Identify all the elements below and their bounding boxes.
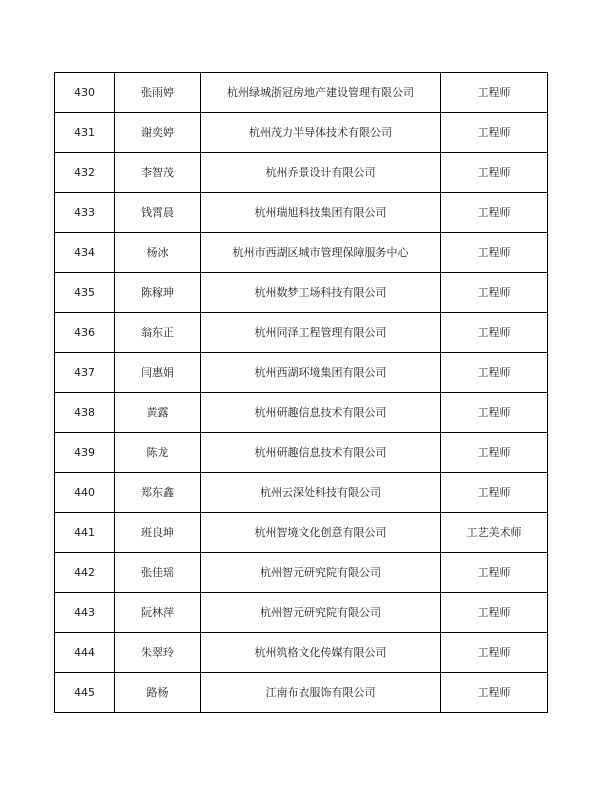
- organization: 杭州智境文化创意有限公司: [201, 513, 441, 553]
- organization: 杭州茂力半导体技术有限公司: [201, 113, 441, 153]
- professional-title: 工程师: [441, 73, 548, 113]
- organization: 杭州市西湖区城市管理保障服务中心: [201, 233, 441, 273]
- person-name: 郑东鑫: [115, 473, 201, 513]
- table-row: [55, 233, 548, 273]
- table-row: [55, 513, 548, 553]
- row-number: 443: [55, 593, 115, 633]
- row-number: 435: [55, 273, 115, 313]
- row-number: 432: [55, 153, 115, 193]
- row-number: 436: [55, 313, 115, 353]
- person-name: 朱翠玲: [115, 633, 201, 673]
- professional-title: 工程师: [441, 313, 548, 353]
- person-name: 钱霄晨: [115, 193, 201, 233]
- row-number: 439: [55, 433, 115, 473]
- professional-title: 工程师: [441, 273, 548, 313]
- person-name: 陈稼珅: [115, 273, 201, 313]
- organization: 杭州绿城浙冠房地产建设管理有限公司: [201, 73, 441, 113]
- organization: 杭州数梦工场科技有限公司: [201, 273, 441, 313]
- organization: 杭州乔景设计有限公司: [201, 153, 441, 193]
- roster-table: [54, 72, 548, 713]
- person-name: 翁东正: [115, 313, 201, 353]
- table-row: [55, 593, 548, 633]
- table-row: [55, 313, 548, 353]
- table-row: [55, 153, 548, 193]
- row-number: 442: [55, 553, 115, 593]
- professional-title: 工程师: [441, 113, 548, 153]
- row-number: 441: [55, 513, 115, 553]
- table-row: [55, 473, 548, 513]
- roster-table-body: [55, 73, 548, 713]
- row-number: 440: [55, 473, 115, 513]
- table-row: [55, 113, 548, 153]
- organization: 杭州研趣信息技术有限公司: [201, 393, 441, 433]
- professional-title: 工程师: [441, 393, 548, 433]
- organization: 杭州瑞旭科技集团有限公司: [201, 193, 441, 233]
- person-name: 张雨婷: [115, 73, 201, 113]
- table-row: [55, 633, 548, 673]
- person-name: 闫惠娟: [115, 353, 201, 393]
- person-name: 班良坤: [115, 513, 201, 553]
- row-number: 438: [55, 393, 115, 433]
- table-row: [55, 73, 548, 113]
- row-number: 431: [55, 113, 115, 153]
- professional-title: 工程师: [441, 633, 548, 673]
- professional-title: 工程师: [441, 233, 548, 273]
- row-number: 444: [55, 633, 115, 673]
- professional-title: 工程师: [441, 433, 548, 473]
- table-row: [55, 553, 548, 593]
- organization: 杭州筑格文化传媒有限公司: [201, 633, 441, 673]
- organization: 杭州同泽工程管理有限公司: [201, 313, 441, 353]
- table-row: [55, 273, 548, 313]
- row-number: 433: [55, 193, 115, 233]
- professional-title: 工程师: [441, 673, 548, 713]
- professional-title: 工程师: [441, 473, 548, 513]
- person-name: 黄露: [115, 393, 201, 433]
- professional-title: 工艺美术师: [441, 513, 548, 553]
- person-name: 张佳瑶: [115, 553, 201, 593]
- table-row: [55, 393, 548, 433]
- professional-title: 工程师: [441, 153, 548, 193]
- table-row: [55, 433, 548, 473]
- row-number: 437: [55, 353, 115, 393]
- organization: 杭州西湖环境集团有限公司: [201, 353, 441, 393]
- organization: 杭州研趣信息技术有限公司: [201, 433, 441, 473]
- person-name: 李智茂: [115, 153, 201, 193]
- professional-title: 工程师: [441, 193, 548, 233]
- organization: 杭州智元研究院有限公司: [201, 593, 441, 633]
- row-number: 430: [55, 73, 115, 113]
- professional-title: 工程师: [441, 353, 548, 393]
- person-name: 杨冰: [115, 233, 201, 273]
- professional-title: 工程师: [441, 553, 548, 593]
- table-row: [55, 193, 548, 233]
- table-row: [55, 353, 548, 393]
- table-row: [55, 673, 548, 713]
- organization: 杭州智元研究院有限公司: [201, 553, 441, 593]
- organization: 江南布衣服饰有限公司: [201, 673, 441, 713]
- row-number: 434: [55, 233, 115, 273]
- person-name: 陈龙: [115, 433, 201, 473]
- row-number: 445: [55, 673, 115, 713]
- person-name: 阮林萍: [115, 593, 201, 633]
- person-name: 路杨: [115, 673, 201, 713]
- organization: 杭州云深处科技有限公司: [201, 473, 441, 513]
- person-name: 谢奕婷: [115, 113, 201, 153]
- professional-title: 工程师: [441, 593, 548, 633]
